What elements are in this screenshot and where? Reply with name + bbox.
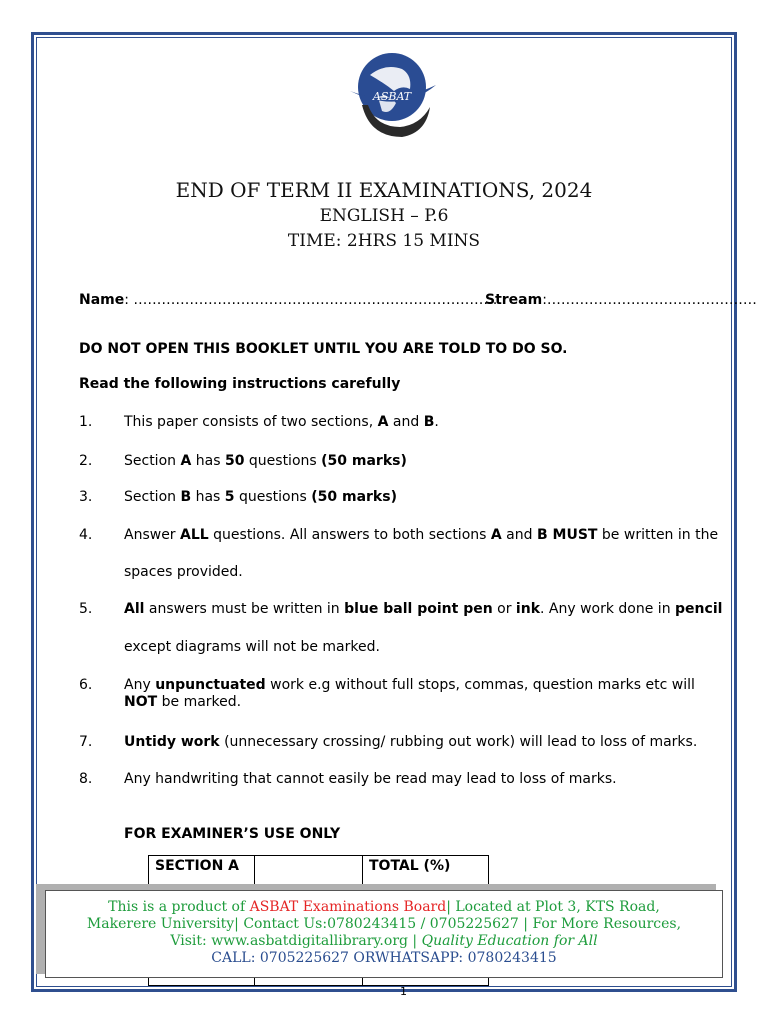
asbat-logo — [340, 45, 440, 145]
logo-text: ASBAT — [372, 90, 412, 103]
instruction-number: 7. — [79, 734, 93, 750]
instruction-4-cont: spaces provided. — [124, 564, 243, 580]
footer-contact: CALL: 0705225627 ORWHATSAPP: 0780243415 — [211, 950, 557, 966]
name-field[interactable] — [79, 292, 497, 308]
instruction-6: Any unpunctuated work e.g without full stops, commas, question marks etc will NOT be marked. — [124, 677, 695, 710]
instruction-number: 1. — [79, 414, 93, 430]
instruction-number: 5. — [79, 601, 93, 617]
footer-banner: This is a product of ASBAT Examinations Board| Located at Plot 3, KTS Road, Makerere University| Contact Us:0780243415 / 0705225627 | For More Resources, Visit: www.asbatdigitallibrary.org | Quality Education for All CALL: 0705225627 ORWHATSAPP: 0780243415 — [45, 890, 723, 978]
exam-title: END OF TERM II EXAMINATIONS, 2024 — [175, 178, 593, 202]
instruction-number: 6. — [79, 677, 93, 693]
instructions-heading: Read the following instructions carefully — [79, 376, 401, 392]
stream-field[interactable] — [485, 292, 757, 308]
name-label: Name — [79, 292, 125, 308]
exam-subject: ENGLISH – P.6 — [319, 206, 449, 226]
instruction-5-cont: except diagrams will not be marked. — [124, 639, 380, 655]
instruction-3: Section B has 5 questions (50 marks) — [124, 489, 397, 505]
instruction-2: Section A has 50 questions (50 marks) — [124, 453, 407, 469]
instruction-4: Answer ALL questions. All answers to both sections A and B MUST be written in the — [124, 527, 719, 543]
table-row — [149, 856, 489, 886]
page-number: 1 — [400, 985, 407, 998]
stream-dots: :……………………………………… — [542, 292, 757, 308]
table-cell — [255, 856, 363, 886]
table-cell: SECTION A — [149, 856, 255, 886]
instruction-number: 4. — [79, 527, 93, 543]
warning-text: DO NOT OPEN THIS BOOKLET UNTIL YOU ARE TOLD TO DO SO. — [79, 341, 568, 357]
name-dots: : …………………………………………………………………… — [124, 292, 498, 308]
instruction-number: 2. — [79, 453, 93, 469]
exam-time: TIME: 2HRS 15 MINS — [287, 231, 481, 251]
instruction-number: 3. — [79, 489, 93, 505]
instruction-5: All answers must be written in blue ball point pen or ink. Any work done in pencil — [124, 601, 723, 617]
stream-label: Stream — [485, 292, 543, 308]
examiner-heading: FOR EXAMINER’S USE ONLY — [124, 826, 341, 842]
instruction-1: This paper consists of two sections, A and B. — [124, 414, 439, 430]
table-cell: TOTAL (%) — [363, 856, 489, 886]
instruction-7: Untidy work (unnecessary crossing/ rubbing out work) will lead to loss of marks. — [124, 734, 698, 750]
instruction-number: 8. — [79, 771, 93, 787]
instruction-8: Any handwriting that cannot easily be read may lead to loss of marks. — [124, 771, 617, 787]
